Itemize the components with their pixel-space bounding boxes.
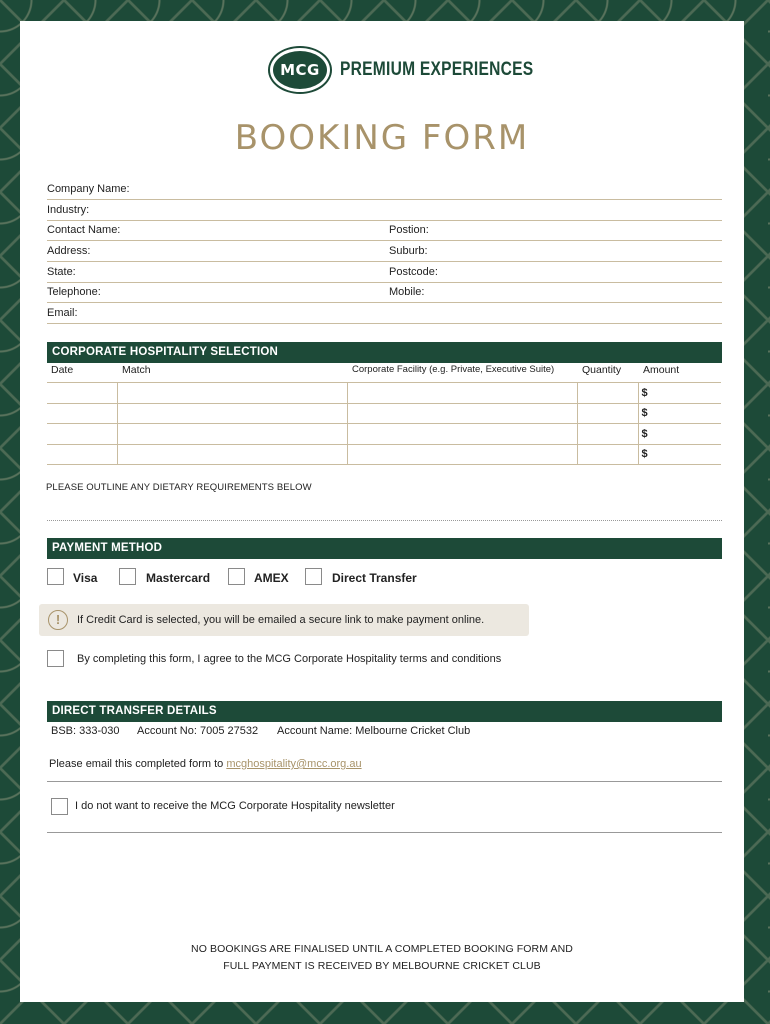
- contact-name-label: Contact Name:: [47, 224, 121, 236]
- col-facility: Corporate Facility (e.g. Private, Executive Suite): [352, 364, 555, 375]
- amount-cell[interactable]: $: [638, 444, 721, 465]
- account-number-text: Account No: 7005 27532: [137, 725, 259, 737]
- quantity-cell[interactable]: [577, 403, 638, 424]
- divider: [47, 781, 722, 782]
- amex-label: AMEX: [254, 571, 289, 585]
- email-instruction-text: Please email this completed form to: [49, 758, 227, 770]
- direct-transfer-checkbox[interactable]: [305, 568, 322, 585]
- col-match: Match: [122, 364, 151, 376]
- quantity-cell[interactable]: [577, 444, 638, 465]
- suburb-label: Suburb:: [389, 245, 428, 257]
- col-amount: Amount: [643, 364, 680, 376]
- account-name-text: Account Name: Melbourne Cricket Club: [277, 725, 471, 737]
- match-cell[interactable]: [117, 444, 347, 465]
- state-label: State:: [47, 266, 76, 278]
- match-cell[interactable]: [117, 403, 347, 424]
- newsletter-opt-out-label: I do not want to receive the MCG Corporate Hospitality newsletter: [75, 800, 395, 812]
- booking-form-page: [20, 21, 744, 1002]
- dietary-label: PLEASE OUTLINE ANY DIETARY REQUIREMENTS BELOW: [46, 482, 312, 493]
- amount-cell[interactable]: $: [638, 383, 721, 404]
- telephone-label: Telephone:: [47, 286, 101, 298]
- date-cell[interactable]: [47, 383, 117, 404]
- payment-section-header: PAYMENT METHOD: [47, 538, 722, 559]
- table-row: [47, 383, 721, 404]
- state-field[interactable]: [47, 262, 722, 283]
- direct-transfer-label: Direct Transfer: [332, 571, 417, 585]
- email-instruction: [49, 758, 362, 770]
- industry-label: Industry:: [47, 204, 90, 216]
- terms-text: By completing this form, I agree to the MCG Corporate Hospitality terms and conditions: [77, 653, 502, 665]
- mastercard-label: Mastercard: [146, 571, 211, 585]
- alert-icon: !: [48, 610, 68, 630]
- amex-checkbox[interactable]: [228, 568, 245, 585]
- table-row: [47, 444, 721, 465]
- notice-text: If Credit Card is selected, you will be emailed a secure link to make payment online.: [77, 614, 485, 626]
- newsletter-opt-out-checkbox[interactable]: [51, 798, 68, 815]
- mcg-logo: [270, 45, 576, 95]
- facility-cell[interactable]: [347, 424, 577, 445]
- telephone-field[interactable]: [47, 282, 722, 303]
- position-label: Postion:: [389, 224, 429, 236]
- match-cell[interactable]: [117, 424, 347, 445]
- date-cell[interactable]: [47, 444, 117, 465]
- match-cell[interactable]: [117, 383, 347, 404]
- brand-name: PREMIUM EXPERIENCES: [340, 59, 534, 80]
- credit-card-notice: [39, 604, 529, 636]
- col-quantity: Quantity: [582, 364, 622, 376]
- mastercard-checkbox[interactable]: [119, 568, 136, 585]
- quantity-cell[interactable]: [577, 424, 638, 445]
- date-cell[interactable]: [47, 424, 117, 445]
- table-row: [47, 403, 721, 424]
- address-label: Address:: [47, 245, 91, 257]
- visa-label: Visa: [73, 571, 98, 585]
- footer-line-1: NO BOOKINGS ARE FINALISED UNTIL A COMPLETED BOOKING FORM AND: [191, 943, 573, 955]
- amount-cell[interactable]: $: [638, 424, 721, 445]
- dietary-input-line[interactable]: [47, 520, 722, 521]
- visa-checkbox[interactable]: [47, 568, 64, 585]
- facility-cell[interactable]: [347, 444, 577, 465]
- email-field[interactable]: [47, 303, 722, 324]
- quantity-cell[interactable]: [577, 383, 638, 404]
- col-date: Date: [51, 364, 74, 376]
- footer-notice: [20, 941, 744, 975]
- email-label: Email:: [47, 307, 78, 319]
- facility-cell[interactable]: [347, 403, 577, 424]
- terms-checkbox[interactable]: [47, 650, 64, 667]
- address-field[interactable]: [47, 241, 722, 262]
- bsb-text: BSB: 333-030: [51, 725, 120, 737]
- divider: [47, 832, 722, 833]
- company-name-field[interactable]: [47, 179, 722, 200]
- footer-line-2: FULL PAYMENT IS RECEIVED BY MELBOURNE CRICKET CLUB: [223, 960, 541, 972]
- postcode-label: Postcode:: [389, 266, 438, 278]
- table-row: [47, 424, 721, 445]
- contact-name-field[interactable]: [47, 220, 722, 241]
- mobile-label: Mobile:: [389, 286, 425, 298]
- company-name-label: Company Name:: [47, 183, 130, 195]
- date-cell[interactable]: [47, 403, 117, 424]
- industry-field[interactable]: [47, 200, 722, 221]
- amount-cell[interactable]: $: [638, 403, 721, 424]
- mcg-logo-badge: MCG: [270, 48, 330, 92]
- hospitality-section-header: CORPORATE HOSPITALITY SELECTION: [47, 342, 722, 363]
- page-title: BOOKING FORM: [234, 118, 530, 158]
- transfer-section-header: DIRECT TRANSFER DETAILS: [47, 701, 722, 722]
- hospitality-table: [47, 382, 721, 465]
- facility-cell[interactable]: [347, 383, 577, 404]
- email-link[interactable]: mcghospitality@mcc.org.au: [226, 758, 362, 770]
